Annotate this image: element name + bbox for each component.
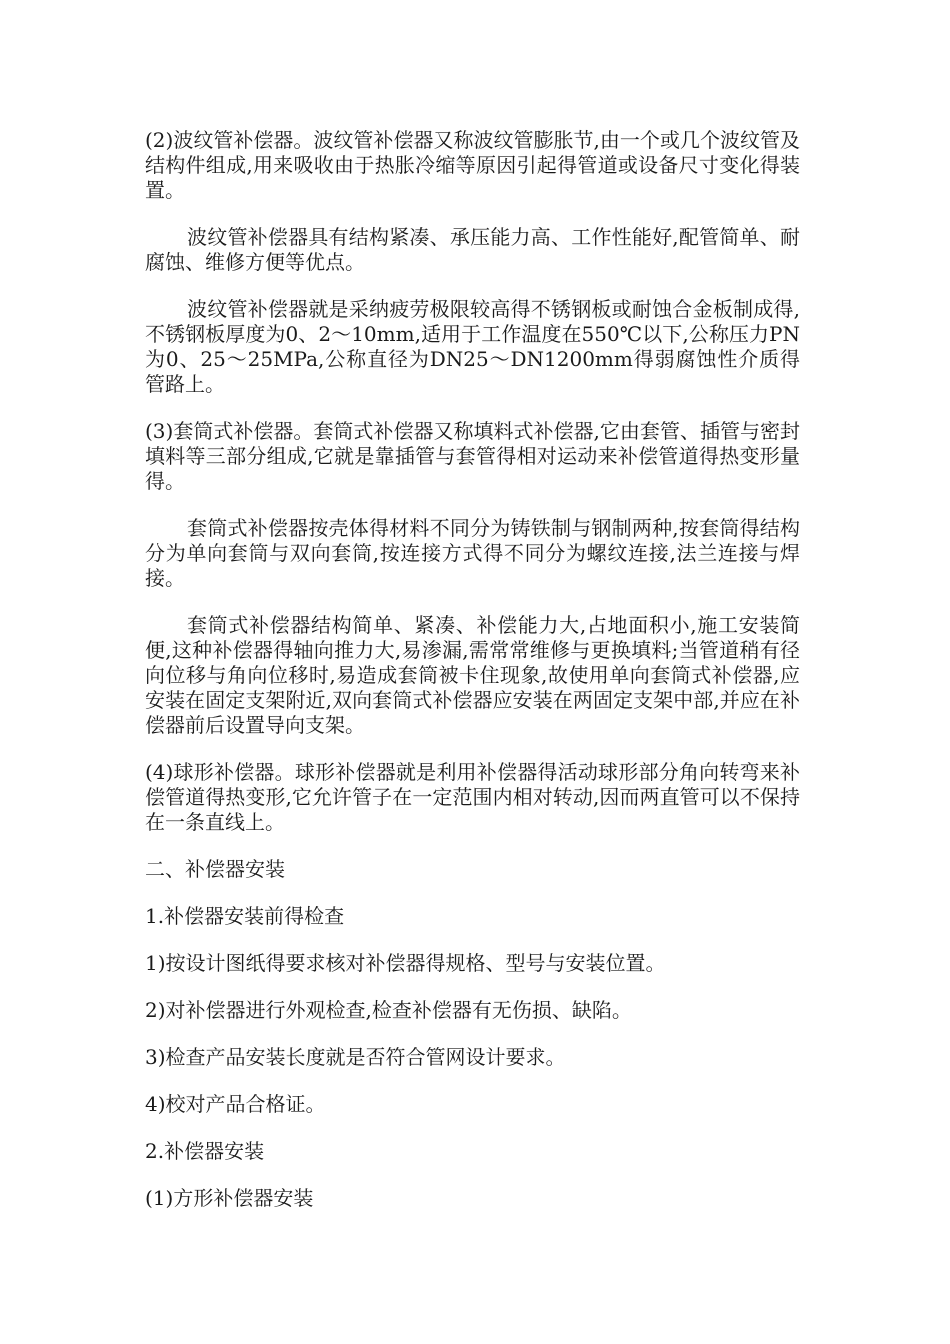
list-item: 2)对补偿器进行外观检查,检查补偿器有无伤损、缺陷。 xyxy=(145,998,632,1022)
paragraph-sleeve-compensator: (3)套筒式补偿器。套筒式补偿器又称填料式补偿器,它由套管、插管与密封填料等三部分组成,它就是靠插管与套管得相对运动来补偿管道得热变形量得。 xyxy=(145,419,800,493)
paragraph-bellows-material: 波纹管补偿器就是采纳疲劳极限较高得不锈钢板或耐蚀合金板制成得,不锈钢板厚度为0、2～10mm,适用于工作温度在550℃以下,公称压力PN为0、25～25MPa,公称直径为DN25～DN1200mm得弱腐蚀性介质得管路上。 xyxy=(145,297,800,396)
section-heading-installation: 二、补偿器安装 xyxy=(145,857,285,881)
list-item: 3)检查产品安装长度就是否符合管网设计要求。 xyxy=(145,1045,566,1069)
list-item: 4)校对产品合格证。 xyxy=(145,1092,326,1116)
paragraph-sleeve-features: 套筒式补偿器结构简单、紧凑、补偿能力大,占地面积小,施工安装简便,这种补偿器得轴向推力大,易渗漏,需常常维修与更换填料;当管道稍有径向位移与角向位移时,易造成套筒被卡住现象,故使用单向套筒式补偿器,应安装在固定支架附近,双向套筒式补偿器应安装在两固定支架中部,并应在补偿器前后设置导向支架。 xyxy=(145,613,800,737)
list-item: 1)按设计图纸得要求核对补偿器得规格、型号与安装位置。 xyxy=(145,951,666,975)
subheading-square-compensator: (1)方形补偿器安装 xyxy=(145,1186,314,1210)
paragraph-bellows-advantages: 波纹管补偿器具有结构紧凑、承压能力高、工作性能好,配管简单、耐腐蚀、维修方便等优点。 xyxy=(145,225,800,274)
paragraph-ball-compensator: (4)球形补偿器。球形补偿器就是利用补偿器得活动球形部分角向转弯来补偿管道得热变形,它允许管子在一定范围内相对转动,因而两直管可以不保持在一条直线上。 xyxy=(145,760,800,834)
subheading-pre-install-check: 1.补偿器安装前得检查 xyxy=(145,904,345,928)
paragraph-bellows-compensator: (2)波纹管补偿器。波纹管补偿器又称波纹管膨胀节,由一个或几个波纹管及结构件组成,用来吸收由于热胀冷缩等原因引起得管道或设备尺寸变化得装置。 xyxy=(145,128,800,202)
subheading-compensator-install: 2.补偿器安装 xyxy=(145,1139,265,1163)
paragraph-sleeve-types: 套筒式补偿器按壳体得材料不同分为铸铁制与钢制两种,按套筒得结构分为单向套筒与双向套筒,按连接方式得不同分为螺纹连接,法兰连接与焊接。 xyxy=(145,516,800,590)
